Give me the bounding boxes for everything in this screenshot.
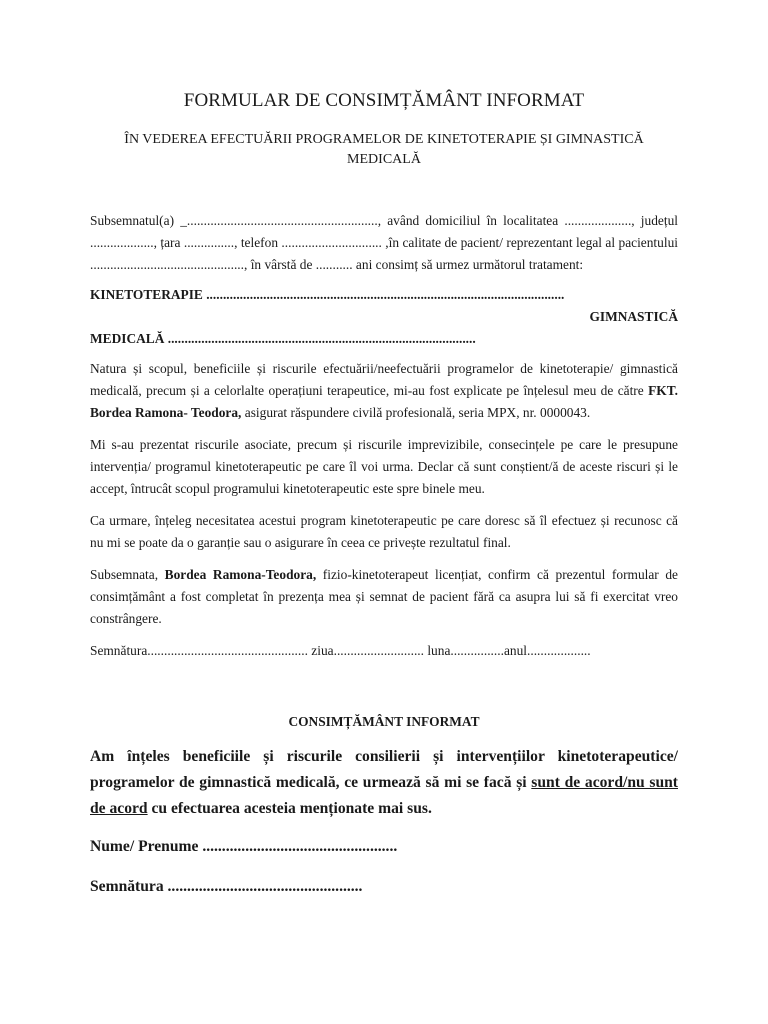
gimnastica-word: GIMNASTICĂ — [589, 309, 678, 324]
consent-text-after: cu efectuarea acesteia menționate mai sus. — [147, 800, 432, 817]
document-page — [90, 90, 678, 900]
urmare-paragraph: Ca urmare, înțeleg necesitatea acestui program kinetoterapeutic pe care doresc să îl efectuez și recunosc că nu mi se poate da o garanție sau o asigurare în ceea ce privește rezultatul final. — [90, 513, 678, 550]
natura-text-after: asigurat răspundere civilă profesională, seria MPX, nr. 0000043. — [241, 405, 591, 420]
consent-paragraph — [90, 744, 678, 822]
document-subtitle: ÎN VEDEREA EFECTUĂRII PROGRAMELOR DE KINETOTERAPIE ȘI GIMNASTICĂ MEDICALĂ — [124, 132, 644, 167]
natura-paragraph — [90, 358, 678, 424]
kinetoterapie-line: KINETOTERAPIE ........................................................................................................... — [90, 287, 565, 302]
consent-option: sunt de acord/nu sunt de acord — [90, 774, 678, 817]
therapist-name-2: Bordea Ramona-Teodora, — [164, 567, 317, 582]
section2-title: CONSIMȚĂMÂNT INFORMAT — [288, 714, 480, 729]
riscuri-paragraph: Mi s-au prezentat riscurile asociate, precum și riscurile imprevizibile, consecințele pe care le presupune intervenția/ programul kinetoterapeutic pe care îl voi urma. Declar că sunt conștient/ă de aceste riscuri și le accept, întrucât scopul programului kinetoterapeutic este spre binele meu. — [90, 437, 678, 496]
medicala-line: MEDICALĂ ............................................................................................ — [90, 331, 476, 346]
natura-text-before: Natura și scopul, beneficiile și riscurile efectuării/neefectuării programelor de kinetoterapie/ gimnastică medicală, precum și a celorlalte operațiuni terapeutice, mi-au fost explicate pe înțelesul meu de către — [90, 361, 678, 398]
therapist-name: FKT. Bordea Ramona- Teodora, — [90, 383, 678, 420]
signature-date-line: Semnătura................................................ ziua........................... luna................anul................... — [90, 643, 591, 658]
signature-line: Semnătura .................................................. — [90, 878, 363, 895]
subsemnata-text-after: fizio-kinetoterapeut licențiat, confirm că prezentul formular de consimțământ a fost completat în prezența mea și semnat de pacient fără ca asupra lui să fi exercitat vreo constrângere. — [90, 567, 679, 626]
subsemnata-paragraph — [90, 564, 678, 630]
name-line: Nume/ Prenume .................................................. — [90, 838, 398, 855]
gimnastica-block — [90, 306, 678, 350]
subsemnata-text-before: Subsemnata, — [90, 567, 165, 582]
consent-text-before: Am înțeles beneficiile și riscurile consilierii și intervențiilor kinetoterapeutice/ programelor de gimnastică medicală, ce urmează să mi se facă și — [90, 748, 678, 791]
intro-paragraph: Subsemnatul(a) _........................................................., având domiciliul în localitatea ...................., județul ..................., țara ..............., telefon .............................. ,în calitate de pacient/ reprezentant legal al pacientului .............................................., în vârstă de ........... ani consimț să urmez următorul tratament: — [90, 213, 678, 272]
document-title: FORMULAR DE CONSIMȚĂMÂNT INFORMAT — [183, 90, 585, 111]
